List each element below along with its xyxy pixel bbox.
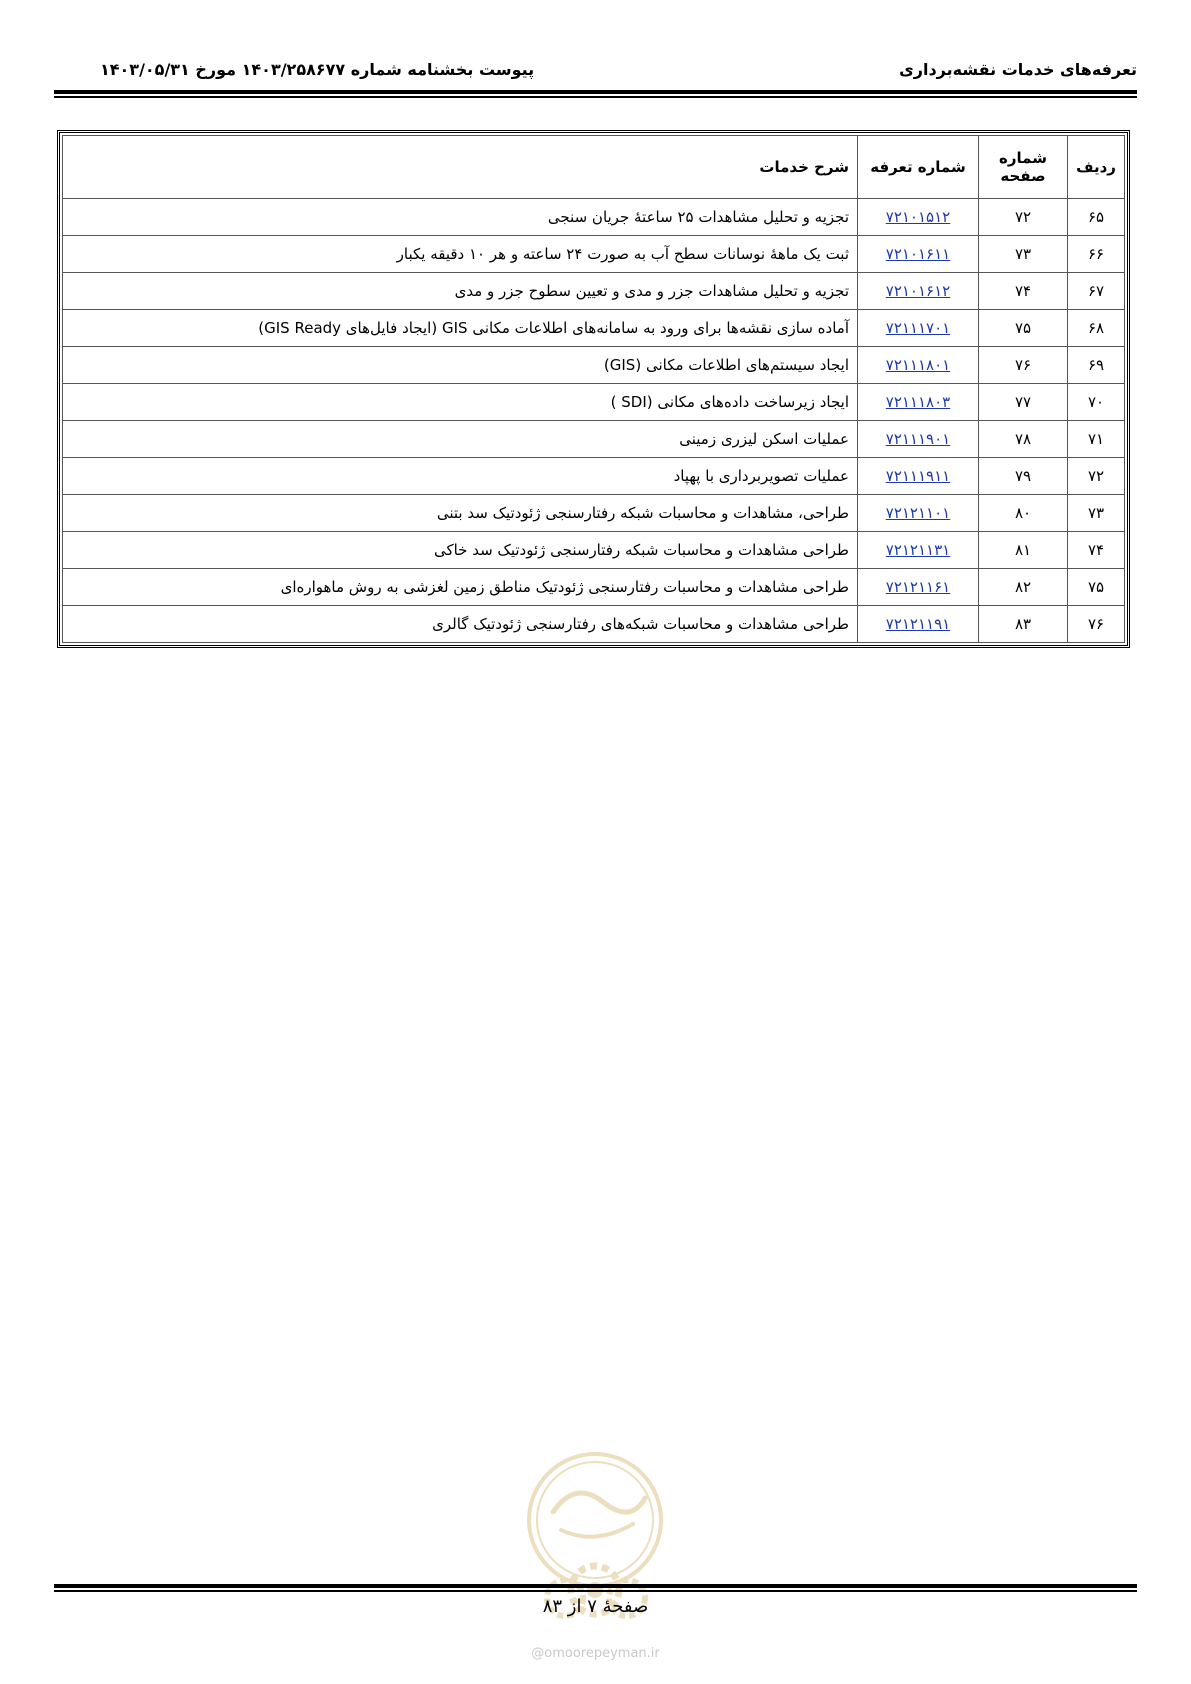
tariff-code-link[interactable]: ۷۲۱۲۱۱۳۱ <box>885 541 951 559</box>
tariff-code-link[interactable]: ۷۲۱۱۱۹۱۱ <box>885 467 951 485</box>
tariff-code-link[interactable]: ۷۲۱۰۱۶۱۲ <box>885 282 951 300</box>
row-number-cell: ۶۶ <box>1068 236 1125 273</box>
table-row <box>63 273 1125 310</box>
tariff-code-link[interactable]: ۷۲۱۰۱۶۱۱ <box>885 245 951 263</box>
page-number-cell: ۷۲ <box>979 199 1068 236</box>
tariff-code-link[interactable]: ۷۲۱۱۱۹۰۱ <box>885 430 951 448</box>
service-description-cell: طراحی مشاهدات و محاسبات شبکه رفتارسنجی ژئودتیک سد خاکی <box>63 532 858 569</box>
page-number-cell: ۷۶ <box>979 347 1068 384</box>
row-number-cell: ۷۴ <box>1068 532 1125 569</box>
tariff-code-link[interactable]: ۷۲۱۲۱۱۹۱ <box>885 615 951 633</box>
table-row <box>63 236 1125 273</box>
table-row <box>63 347 1125 384</box>
page-number-cell: ۸۰ <box>979 495 1068 532</box>
tariff-table-frame <box>57 130 1130 648</box>
table-body <box>63 199 1125 643</box>
tariff-code-link[interactable]: ۷۲۱۱۱۷۰۱ <box>885 319 951 337</box>
row-number-cell: ۶۹ <box>1068 347 1125 384</box>
page-number: صفحهٔ ۷ از ۸۳ <box>542 1596 649 1617</box>
header-rule-thick <box>54 90 1137 94</box>
service-description-cell: ثبت یک ماههٔ نوسانات سطح آب به صورت ۲۴ ساعته و هر ۱۰ دقیقه یکبار <box>63 236 858 273</box>
tariff-code-link[interactable]: ۷۲۱۲۱۱۶۱ <box>885 578 951 596</box>
column-header-page <box>979 136 1068 199</box>
footer-rule-thin <box>54 1590 1137 1592</box>
table-row <box>63 384 1125 421</box>
tariff-code-cell <box>858 236 979 273</box>
page-number-cell: ۷۴ <box>979 273 1068 310</box>
tariff-code-link[interactable]: ۷۲۱۲۱۱۰۱ <box>885 504 951 522</box>
service-description-cell: ایجاد سیستم‌های اطلاعات مکانی (GIS) <box>63 347 858 384</box>
tariff-code-cell <box>858 532 979 569</box>
tariff-code-cell <box>858 569 979 606</box>
page-number-cell: ۸۱ <box>979 532 1068 569</box>
attachment-reference: پیوست بخشنامه شماره ۱۴۰۳/۲۵۸۶۷۷ مورخ ۱۴۰۳/۰۵/۳۱ <box>100 60 535 79</box>
column-header-page-line1: شماره <box>999 149 1047 167</box>
tariff-code-cell <box>858 458 979 495</box>
table-row <box>63 495 1125 532</box>
service-description-cell: تجزیه و تحلیل مشاهدات جزر و مدی و تعیین سطوح جزر و مدی <box>63 273 858 310</box>
table-row <box>63 569 1125 606</box>
row-number-cell: ۶۸ <box>1068 310 1125 347</box>
table-row <box>63 606 1125 643</box>
header-rule-thin <box>54 96 1137 98</box>
tariff-table <box>62 135 1125 643</box>
row-number-cell: ۶۷ <box>1068 273 1125 310</box>
table-row <box>63 310 1125 347</box>
row-number-cell: ۷۰ <box>1068 384 1125 421</box>
page-header <box>54 52 1137 88</box>
service-description-cell: ایجاد زیرساخت داده‌های مکانی (SDI ) <box>63 384 858 421</box>
service-description-cell: عملیات تصویربرداری با پهپاد <box>63 458 858 495</box>
row-number-cell: ۷۶ <box>1068 606 1125 643</box>
column-header-page-line2: صفحه <box>1000 167 1046 185</box>
tariff-code-cell <box>858 273 979 310</box>
tariff-code-link[interactable]: ۷۲۱۰۱۵۱۲ <box>885 208 951 226</box>
page-number-cell: ۸۳ <box>979 606 1068 643</box>
column-header-description: شرح خدمات <box>63 136 858 199</box>
tariff-code-cell <box>858 384 979 421</box>
service-description-cell: طراحی مشاهدات و محاسبات شبکه‌های رفتارسنجی ژئودتیک گالری <box>63 606 858 643</box>
table-row <box>63 199 1125 236</box>
table-row <box>63 532 1125 569</box>
page-number-cell: ۷۳ <box>979 236 1068 273</box>
footer-rule-thick <box>54 1584 1137 1588</box>
table-row <box>63 458 1125 495</box>
tariff-code-cell <box>858 199 979 236</box>
table-row <box>63 421 1125 458</box>
tariff-code-cell <box>858 421 979 458</box>
page-number-cell: ۷۷ <box>979 384 1068 421</box>
tariff-code-link[interactable]: ۷۲۱۱۱۸۰۳ <box>885 393 951 411</box>
document-title: تعرفه‌های خدمات نقشه‌برداری <box>899 60 1137 79</box>
service-description-cell: تجزیه و تحلیل مشاهدات ۲۵ ساعتهٔ جریان سنجی <box>63 199 858 236</box>
page-number-cell: ۷۸ <box>979 421 1068 458</box>
column-header-row: ردیف <box>1068 136 1125 199</box>
row-number-cell: ۷۵ <box>1068 569 1125 606</box>
row-number-cell: ۷۳ <box>1068 495 1125 532</box>
service-description-cell: طراحی، مشاهدات و محاسبات شبکه رفتارسنجی ژئودتیک سد بتنی <box>63 495 858 532</box>
table-header-row <box>63 136 1125 199</box>
tariff-code-cell <box>858 606 979 643</box>
column-header-code: شماره تعرفه <box>858 136 979 199</box>
tariff-code-cell <box>858 310 979 347</box>
tariff-code-cell <box>858 347 979 384</box>
row-number-cell: ۶۵ <box>1068 199 1125 236</box>
service-description-cell: طراحی مشاهدات و محاسبات رفتارسنجی ژئودتیک مناطق زمین لغزشی به روش ماهواره‌ای <box>63 569 858 606</box>
service-description-cell: آماده سازی نقشه‌ها برای ورود به سامانه‌های اطلاعات مکانی GIS (ایجاد فایل‌های GIS Ready) <box>63 310 858 347</box>
watermark-site: @omoorepeyman.ir <box>531 1646 660 1661</box>
tariff-code-cell <box>858 495 979 532</box>
row-number-cell: ۷۲ <box>1068 458 1125 495</box>
page-number-cell: ۷۵ <box>979 310 1068 347</box>
row-number-cell: ۷۱ <box>1068 421 1125 458</box>
page-number-cell: ۷۹ <box>979 458 1068 495</box>
page-number-cell: ۸۲ <box>979 569 1068 606</box>
tariff-code-link[interactable]: ۷۲۱۱۱۸۰۱ <box>885 356 951 374</box>
service-description-cell: عملیات اسکن لیزری زمینی <box>63 421 858 458</box>
